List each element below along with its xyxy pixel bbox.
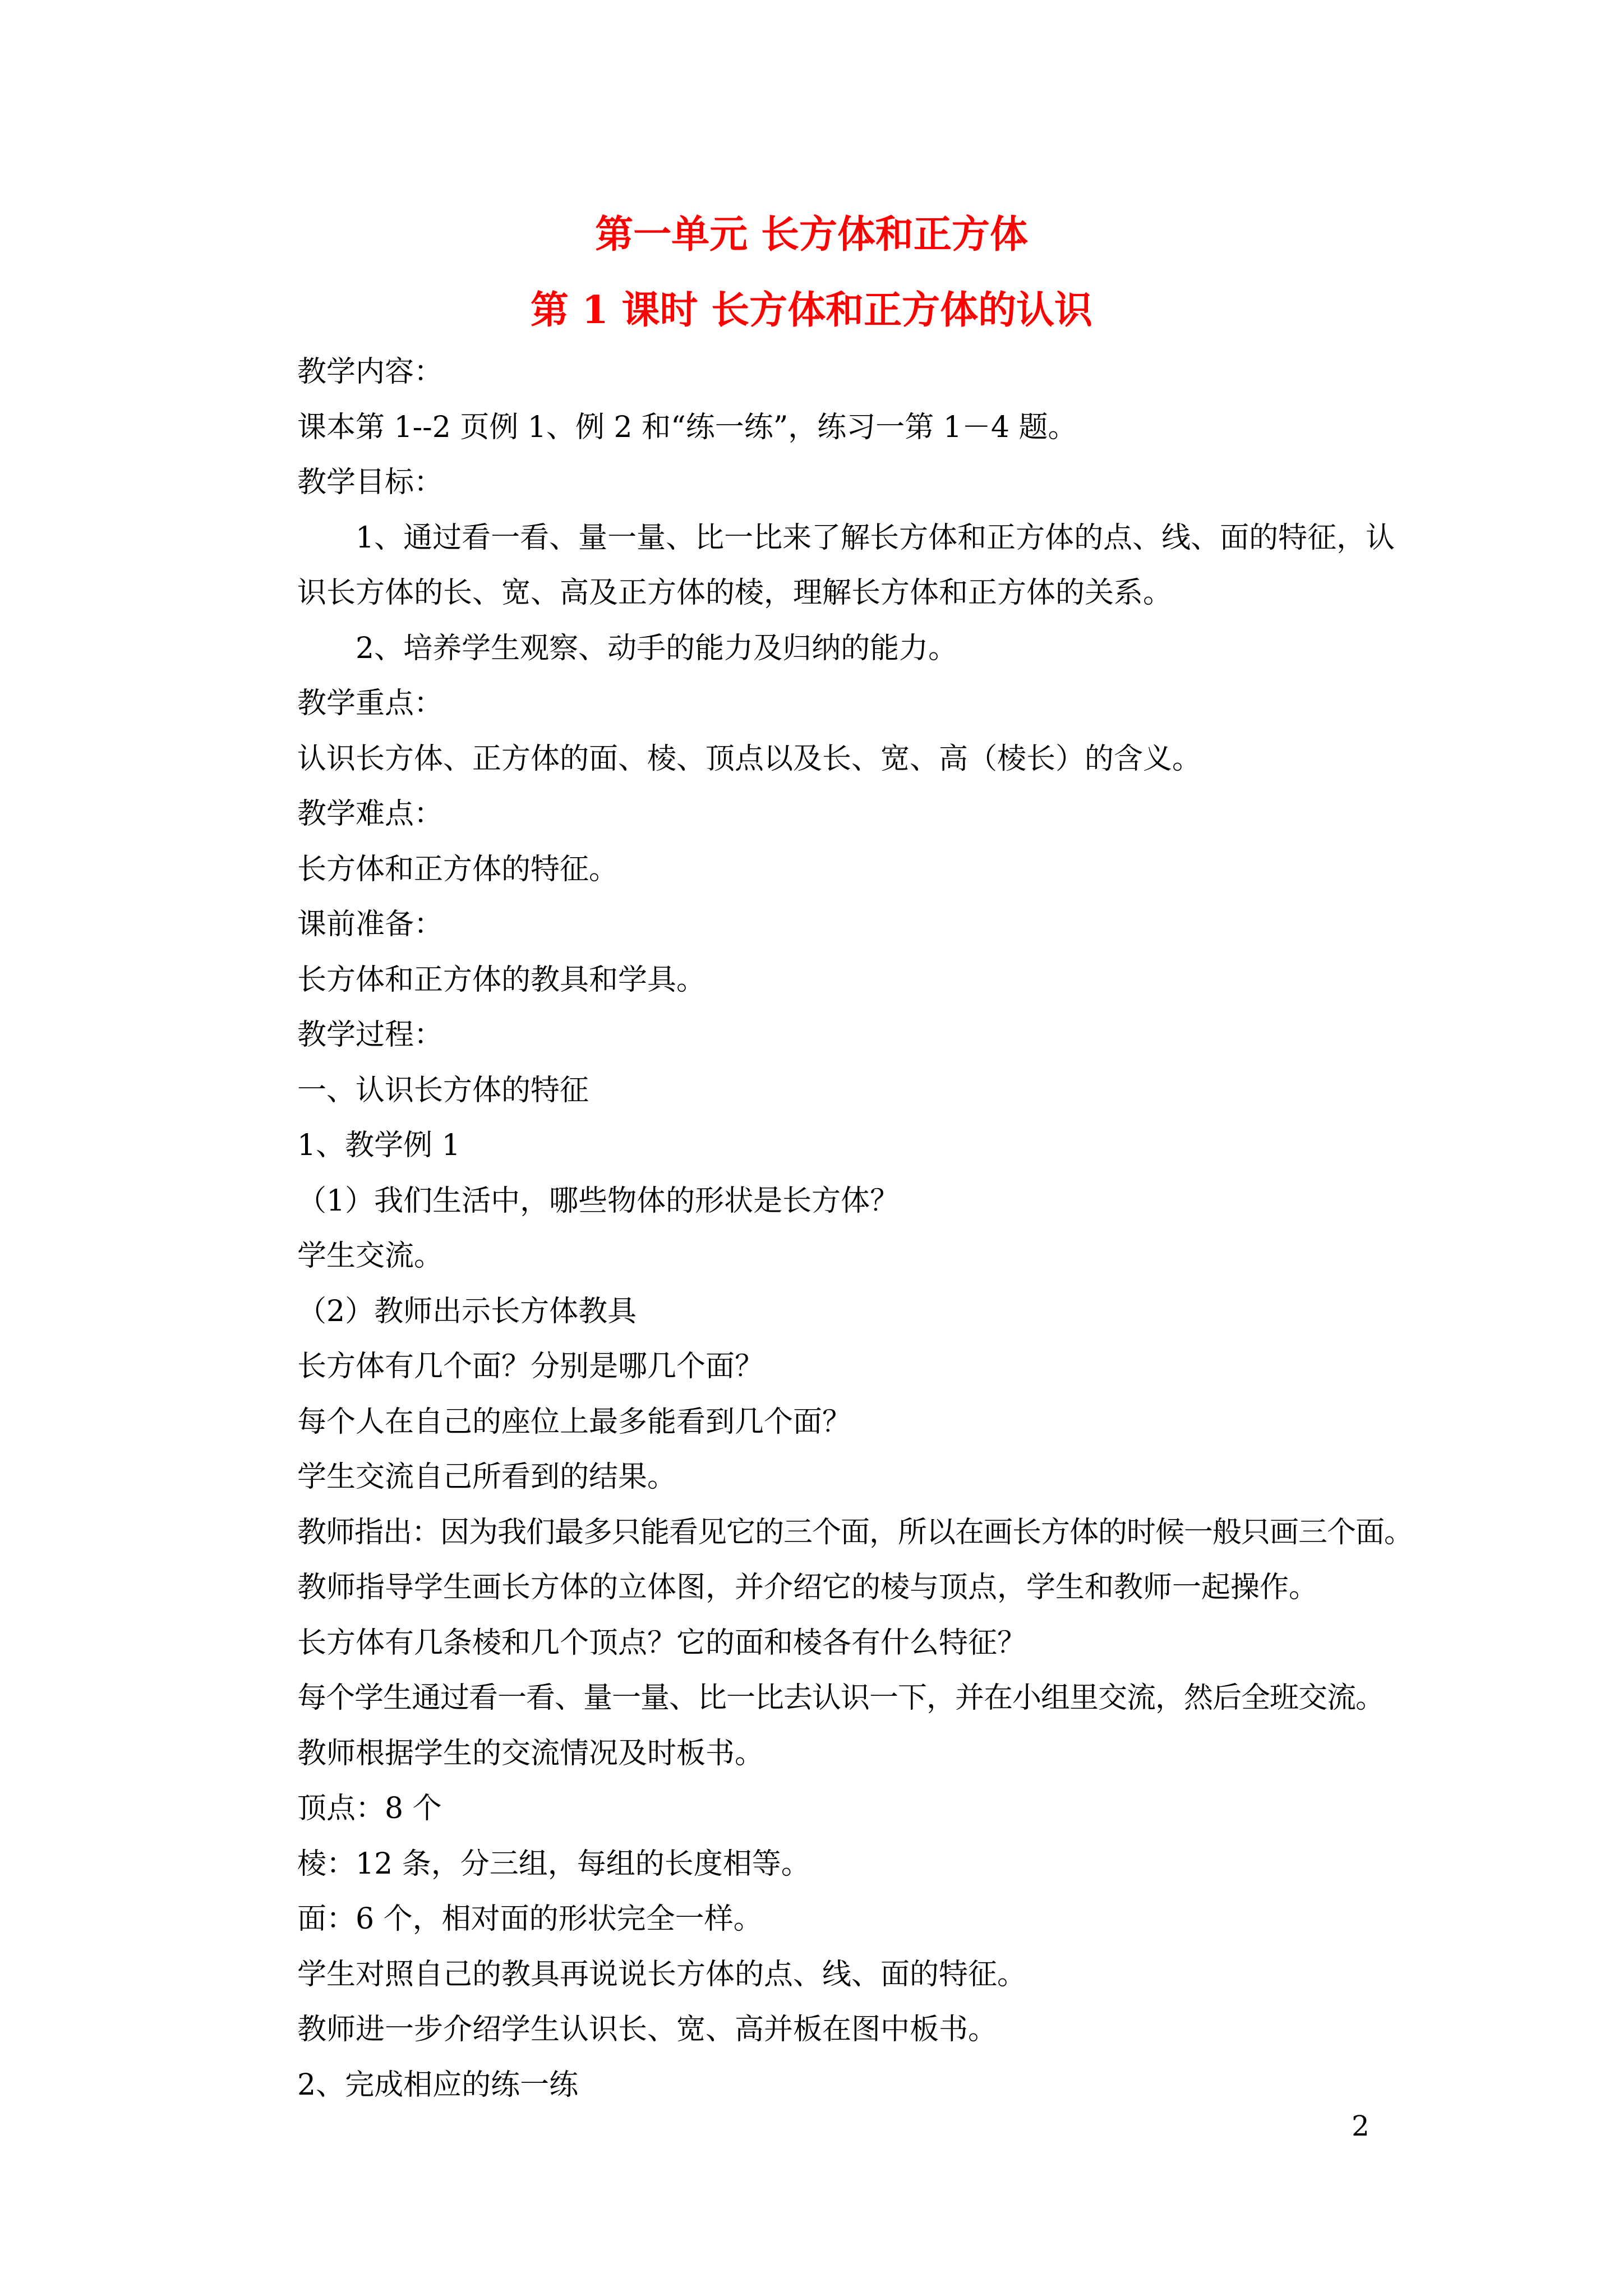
page-number: 2 (1352, 2110, 1370, 2142)
process-step-2: 2、完成相应的练一练 (297, 2068, 579, 2102)
process-text: 每个人在自己的座位上最多能看到几个面？ (297, 1405, 852, 1439)
process-text: 教师根据学生的交流情况及时板书。 (297, 1736, 764, 1770)
objective-1-line-1: 1、通过看一看、量一量、比一比来了解长方体和正方体的点、线、面的特征，认 (356, 521, 1395, 555)
process-text: 学生对照自己的教具再说说长方体的点、线、面的特征。 (297, 1957, 1027, 1991)
key-points-text: 认识长方体、正方体的面、棱、顶点以及长、宽、高（棱长）的含义。 (297, 742, 1202, 776)
difficulties-text: 长方体和正方体的特征。 (297, 852, 619, 886)
process-question-2: （2）教师出示长方体教具 (297, 1294, 637, 1328)
content-text: 课本第 1--2 页例 1、例 2 和“练一练”，练习一第 1－4 题。 (297, 410, 1077, 444)
objective-2: 2、培养学生观察、动手的能力及归纳的能力。 (356, 631, 958, 665)
section-heading-preparation: 课前准备： (297, 908, 444, 941)
section-heading-objectives: 教学目标： (297, 466, 444, 499)
process-text: 教师指出：因为我们最多只能看见它的三个面，所以在画长方体的时候一般只画三个面。 (297, 1515, 1413, 1549)
preparation-text: 长方体和正方体的教具和学具。 (297, 963, 706, 997)
board-faces: 面：6 个，相对面的形状完全一样。 (297, 1902, 763, 1936)
unit-title: 第一单元 长方体和正方体 (595, 212, 1028, 257)
process-question-1: （1）我们生活中，哪些物体的形状是长方体？ (297, 1184, 900, 1218)
lesson-title: 第 1 课时 长方体和正方体的认识 (530, 288, 1093, 333)
section-heading-content: 教学内容： (297, 355, 444, 389)
process-step-1: 1、教学例 1 (297, 1129, 460, 1162)
process-text: 学生交流自己所看到的结果。 (297, 1460, 677, 1494)
process-part-1: 一、认识长方体的特征 (297, 1073, 589, 1107)
process-text: 学生交流。 (297, 1239, 444, 1273)
section-heading-difficulties: 教学难点： (297, 797, 444, 831)
section-heading-key-points: 教学重点： (297, 687, 444, 720)
section-heading-process: 教学过程： (297, 1018, 444, 1052)
objective-1-line-2: 识长方体的长、宽、高及正方体的棱，理解长方体和正方体的关系。 (297, 576, 1173, 610)
process-text: 教师进一步介绍学生认识长、宽、高并板在图中板书。 (297, 2013, 998, 2046)
process-text: 长方体有几个面？分别是哪几个面？ (297, 1350, 764, 1383)
process-text: 每个学生通过看一看、量一量、比一比去认识一下，并在小组里交流，然后全班交流。 (297, 1681, 1385, 1715)
board-vertices: 顶点：8 个 (297, 1792, 442, 1825)
process-text: 教师指导学生画长方体的立体图，并介绍它的棱与顶点，学生和教师一起操作。 (297, 1571, 1318, 1604)
lesson-body (297, 344, 1419, 2113)
process-text: 长方体有几条棱和几个顶点？它的面和棱各有什么特征？ (297, 1626, 1027, 1660)
board-edges: 棱：12 条，分三组，每组的长度相等。 (297, 1847, 810, 1881)
